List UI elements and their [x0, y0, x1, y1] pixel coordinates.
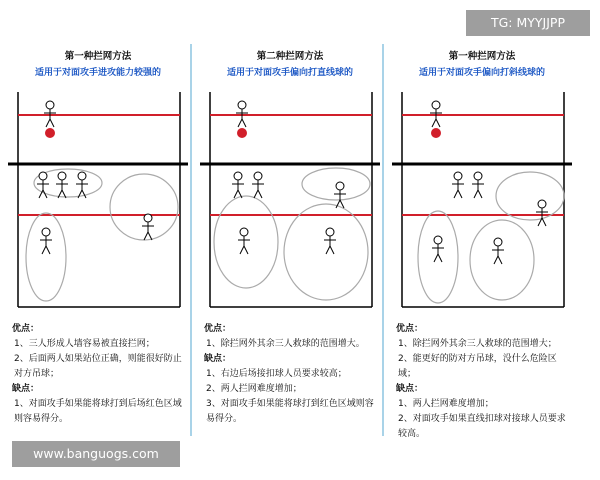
tg-watermark: TG: MYYJJPP	[466, 10, 590, 36]
cons-item: 1、右边后场接扣球人员要求较高；	[206, 369, 347, 379]
panel-separator	[190, 44, 192, 436]
cons-label: 缺点：	[396, 384, 424, 394]
panel-notes	[204, 322, 376, 427]
panel-1	[8, 40, 188, 440]
defender-figure	[238, 228, 250, 254]
panel-subtitle: 适用于对面攻手进攻能力较强的	[34, 68, 161, 78]
pros-label: 优点：	[204, 324, 232, 334]
panel-subtitle: 适用于对面攻手偏向打斜线球的	[418, 68, 545, 78]
panel-title: 第一种拦网方法	[64, 51, 132, 62]
panel-title: 第二种拦网方法	[256, 51, 324, 62]
defender-figure	[432, 236, 444, 262]
pros-item: 1、三人形成人墙容易被直接拦网；	[14, 339, 155, 349]
court-diagram	[8, 92, 188, 332]
court-diagram	[392, 92, 572, 332]
pros-label: 优点：	[396, 324, 424, 334]
ball	[237, 128, 247, 138]
defender-figure	[142, 214, 154, 240]
defender-figure	[334, 182, 346, 208]
pros-item: 1、除拦网外其余三人救球的范围增大；	[398, 339, 557, 349]
panel-subtitle: 适用于对面攻手偏向打直线球的	[226, 68, 353, 78]
cons-item: 3、对面攻手如果能将球打到红色区域则容易得分。	[206, 399, 374, 424]
panel-separator	[382, 44, 384, 436]
pros-item: 2、能更好的防对方吊球，没什么危险区域；	[398, 354, 557, 379]
defense-zone	[418, 211, 458, 303]
blocker-figure	[452, 172, 464, 198]
blocker-figure	[56, 172, 68, 198]
cons-item: 1、对面攻手如果能将球打到后场红色区域则容易得分。	[14, 399, 182, 424]
defense-zone	[470, 220, 534, 300]
defender-figure	[536, 200, 548, 226]
cons-item: 1、两人拦网难度增加；	[398, 399, 494, 409]
defense-zone	[496, 172, 564, 220]
blocker-figure	[472, 172, 484, 198]
pros-label: 优点：	[12, 324, 40, 334]
cons-item: 2、对面攻手如果直线扣球对接球人员要求较高。	[398, 414, 566, 439]
ball	[45, 128, 55, 138]
blocker-figure	[252, 172, 264, 198]
pros-item: 1、除拦网外其余三人救球的范围增大。	[206, 339, 365, 349]
panel-3	[392, 40, 572, 440]
cons-label: 缺点：	[204, 354, 232, 364]
defense-zone	[214, 196, 278, 288]
blocker-figure	[76, 172, 88, 198]
defender-figure	[40, 228, 52, 254]
defender-figure	[492, 238, 504, 264]
cons-label: 缺点：	[12, 384, 40, 394]
defense-zone	[26, 213, 66, 301]
url-watermark: www.banguogs.com	[12, 441, 180, 467]
defender-figure	[324, 228, 336, 254]
court-diagram	[200, 92, 380, 332]
pros-item: 2、后面两人如果站位正确，则能很好防止对方吊球；	[14, 354, 182, 379]
ball	[431, 128, 441, 138]
panel-2	[200, 40, 380, 440]
panel-notes	[12, 322, 184, 427]
defense-zone	[110, 174, 178, 240]
panel-notes	[396, 322, 568, 442]
defense-zone	[284, 204, 368, 300]
panel-title: 第一种拦网方法	[448, 51, 516, 62]
cons-item: 2、两人拦网难度增加；	[206, 384, 302, 394]
blocker-figure	[232, 172, 244, 198]
